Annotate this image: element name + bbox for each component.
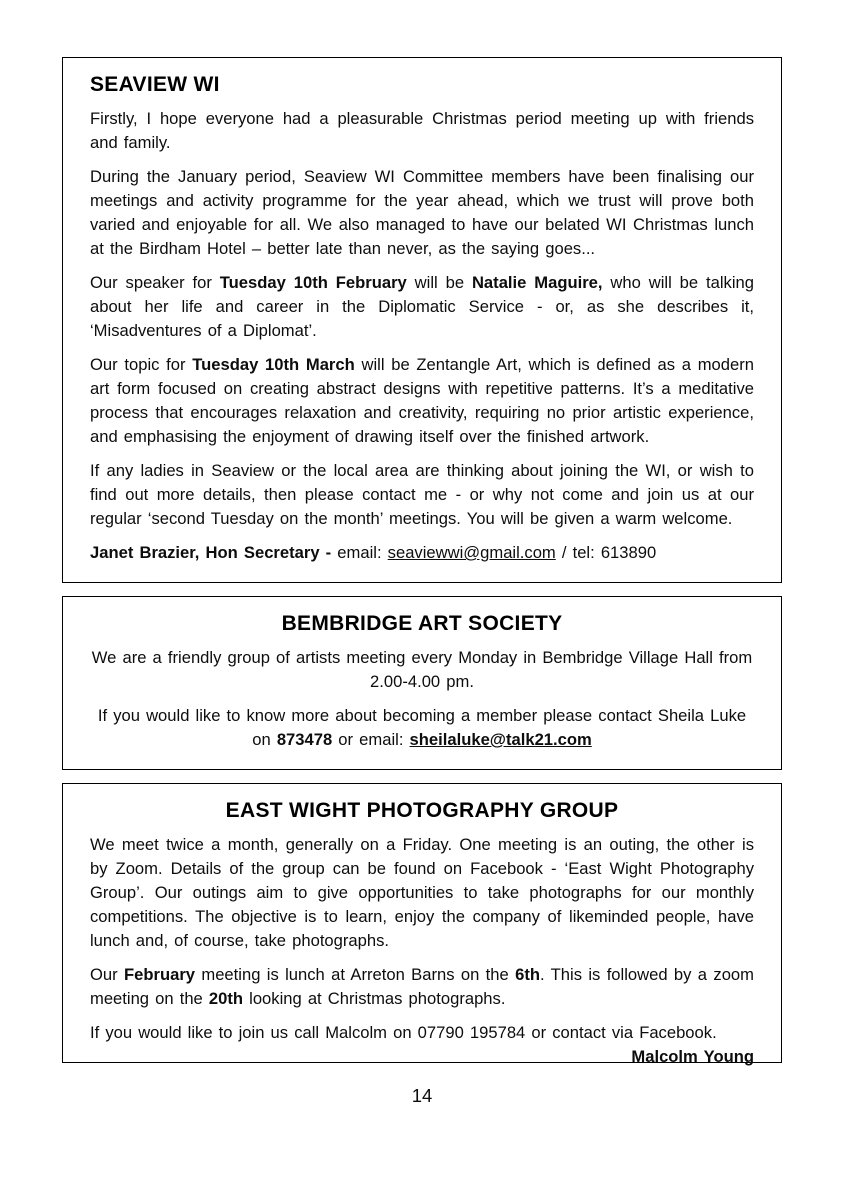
text-segment: If you would like to join us call Malcolm on 07790 195784 or contact via Facebook. (90, 1023, 717, 1042)
paragraph (90, 165, 754, 261)
text-segment: 6th (515, 965, 540, 984)
author-signature: Malcolm Young (631, 1047, 754, 1066)
text-segment: . This is followed by a zoom meeting on the (90, 965, 754, 1008)
text-segment: will be (406, 273, 472, 292)
contact-line (90, 704, 754, 752)
text-segment: February (124, 965, 196, 984)
text-segment: meeting is lunch at Arreton Barns on the (195, 965, 516, 984)
paragraph (90, 353, 754, 449)
box-title-seaview-wi: SEAVIEW WI (90, 73, 220, 96)
paragraph (90, 833, 754, 953)
bembridge-art-society-box (62, 596, 782, 770)
text-segment: Tuesday 10th March (192, 355, 355, 374)
page-number: 14 (411, 1085, 433, 1106)
text-segment: Natalie Maguire, (471, 273, 603, 292)
text-segment: We meet twice a month, generally on a Friday. One meeting is an outing, the other is by Zoom. Details of the group can be found on Facebook - ‘East Wight Photography Group’. Our outings aim to give opportunities to take photographs for our monthly competitions. The objective is to learn, enjoy the company of likeminded people, have lunch and, of course, take photographs. (90, 835, 754, 950)
text-segment: email: (337, 543, 388, 562)
email-link[interactable]: sheilaluke@talk21.com (409, 730, 592, 749)
text-segment: Firstly, I hope everyone had a pleasurable Christmas period meeting up with friends and family. (90, 109, 754, 152)
paragraph (90, 107, 754, 155)
box-title-bembridge-art-society: BEMBRIDGE ART SOCIETY (281, 612, 563, 635)
text-segment: If you would like to know more about becoming a member please contact Sheila Luke on (97, 706, 747, 749)
text-segment: Janet Brazier, Hon Secretary - (90, 543, 338, 562)
text-segment: If any ladies in Seaview or the local area are thinking about joining the WI, or wish to find out more details, then please contact me - or why not come and join us at our regular ‘second Tuesday on the month’ meetings. You will be given a warm welcome. (90, 461, 754, 528)
text-segment: looking at Christmas photographs. (243, 989, 506, 1008)
east-wight-photography-group-box (62, 783, 782, 1066)
email-link[interactable]: seaviewwi@gmail.com (387, 543, 556, 562)
text-segment: who will be talking about her life and career in the Diplomatic Service - or, as she describes it, ‘Misadventures of a Diplomat’. (90, 273, 754, 340)
paragraph (90, 646, 754, 694)
text-segment: Our (90, 965, 125, 984)
paragraph (90, 963, 754, 1011)
text-segment: 873478 (276, 730, 333, 749)
text-segment: Our speaker for (90, 273, 220, 292)
paragraph (90, 459, 754, 531)
contact-line (90, 541, 754, 565)
contact-line (90, 1021, 754, 1066)
text-segment: / tel: 613890 (555, 543, 657, 562)
text-segment: or email: (332, 730, 410, 749)
text-segment: 20th (208, 989, 244, 1008)
text-segment: Our topic for (90, 355, 193, 374)
box-title-east-wight-photography-group: EAST WIGHT PHOTOGRAPHY GROUP (225, 799, 619, 822)
text-segment: Tuesday 10th February (219, 273, 407, 292)
seaview-wi-box (62, 57, 782, 583)
paragraph (90, 271, 754, 343)
text-segment: During the January period, Seaview WI Committee members have been finalising our meetings and activity programme for the year ahead, which we trust will prove both varied and enjoyable for all. We also managed to have our belated WI Christmas lunch at the Birdham Hotel – better late than never, as the saying goes... (90, 167, 754, 258)
text-segment: We are a friendly group of artists meeting every Monday in Bembridge Village Hall from 2.00-4.00 pm. (91, 648, 753, 691)
text-segment: will be Zentangle Art, which is defined as a modern art form focused on creating abstract designs with repetitive patterns. It’s a meditative process that encourages relaxation and creativity, requiring no prior artistic experience, and emphasising the enjoyment of drawing itself over the finished artwork. (90, 355, 754, 446)
